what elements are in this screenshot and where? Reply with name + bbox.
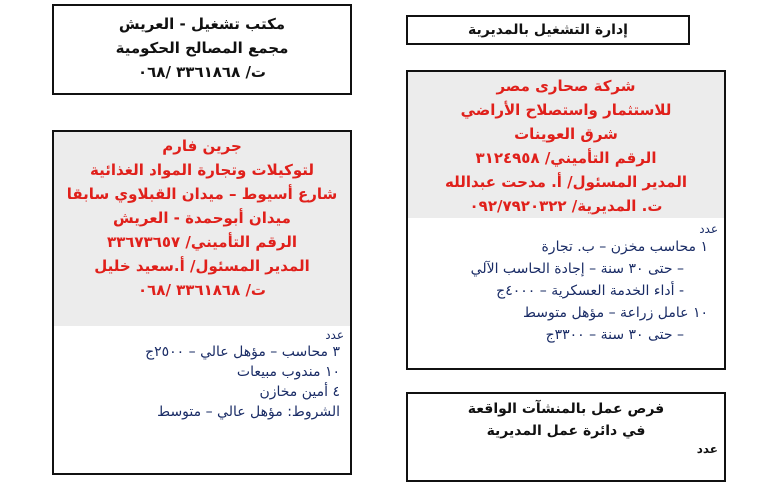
company-address: شارع أسيوط – ميدان القبلاوي سابقا [66, 185, 338, 203]
company-name: شركة صحارى مصر [496, 77, 636, 95]
manager-name: المدير المسئول/ أ.سعيد خليل [94, 257, 310, 275]
green-farm-header [54, 132, 350, 326]
company-phone: ت/ ٣٣٦١٨٦٨ /٠٦٨ [137, 281, 267, 299]
directorate-phone: ت. المديرية/ ٠٩٢/٧٩٢٠٣٢٢ [469, 197, 663, 215]
job-line: – حتى ٣٠ سنة – إجادة الحاسب الآلي [470, 261, 684, 277]
insurance-number: الرقم التأميني/ ٣٣٦٧٣٦٥٧ [106, 233, 298, 251]
insurance-number: الرقم التأميني/ ٣١٢٤٩٥٨ [475, 149, 657, 167]
sahary-company-box [406, 70, 726, 370]
green-farm-box [52, 130, 352, 475]
office-box [52, 4, 352, 95]
company-address-2: ميدان أبوحمدة - العريش [113, 209, 291, 227]
conditions-line: الشروط: مؤهل عالي – متوسط [157, 404, 340, 420]
company-name: جرين فارم [162, 137, 242, 155]
company-activity: للاستثمار واستصلاح الأراضي [460, 101, 672, 119]
office-location: مجمع المصالح الحكومية [115, 39, 289, 57]
jobs-title: فرص عمل بالمنشآت الواقعة [467, 401, 665, 417]
job-line: - أداء الخدمة العسكرية – ٤٠٠٠ج [496, 283, 684, 299]
company-activity: لتوكيلات وتجارة المواد الغذائية [90, 161, 314, 179]
jobs-subtitle: في دائرة عمل المديرية [486, 423, 646, 439]
job-line: ٤ أمين مخازن [259, 384, 340, 400]
manager-name: المدير المسئول/ أ. مدحت عبدالله [445, 173, 687, 191]
office-name: مكتب تشغيل - العريش [118, 15, 286, 33]
count-label: عدد [696, 442, 718, 456]
job-line: ١٠ مندوب مبيعات [236, 364, 340, 380]
sahary-header [408, 72, 724, 218]
office-phone: ت/ ٣٣٦١٨٦٨ /٠٦٨ [137, 63, 267, 81]
job-line: ٣ محاسب – مؤهل عالي – ٢٥٠٠ج [145, 344, 340, 360]
company-location: شرق العوينات [514, 125, 618, 143]
job-line: – حتى ٣٠ سنة – ٣٣٠٠ج [545, 327, 684, 343]
count-label: عدد [325, 328, 344, 342]
admin-box [406, 15, 690, 45]
admin-title: إدارة التشغيل بالمديرية [468, 22, 628, 38]
job-line: ١ محاسب مخزن – ب. تجارة [541, 239, 708, 255]
count-label: عدد [699, 222, 718, 236]
job-line: ١٠ عامل زراعة – مؤهل متوسط [523, 305, 708, 321]
jobs-box [406, 392, 726, 482]
